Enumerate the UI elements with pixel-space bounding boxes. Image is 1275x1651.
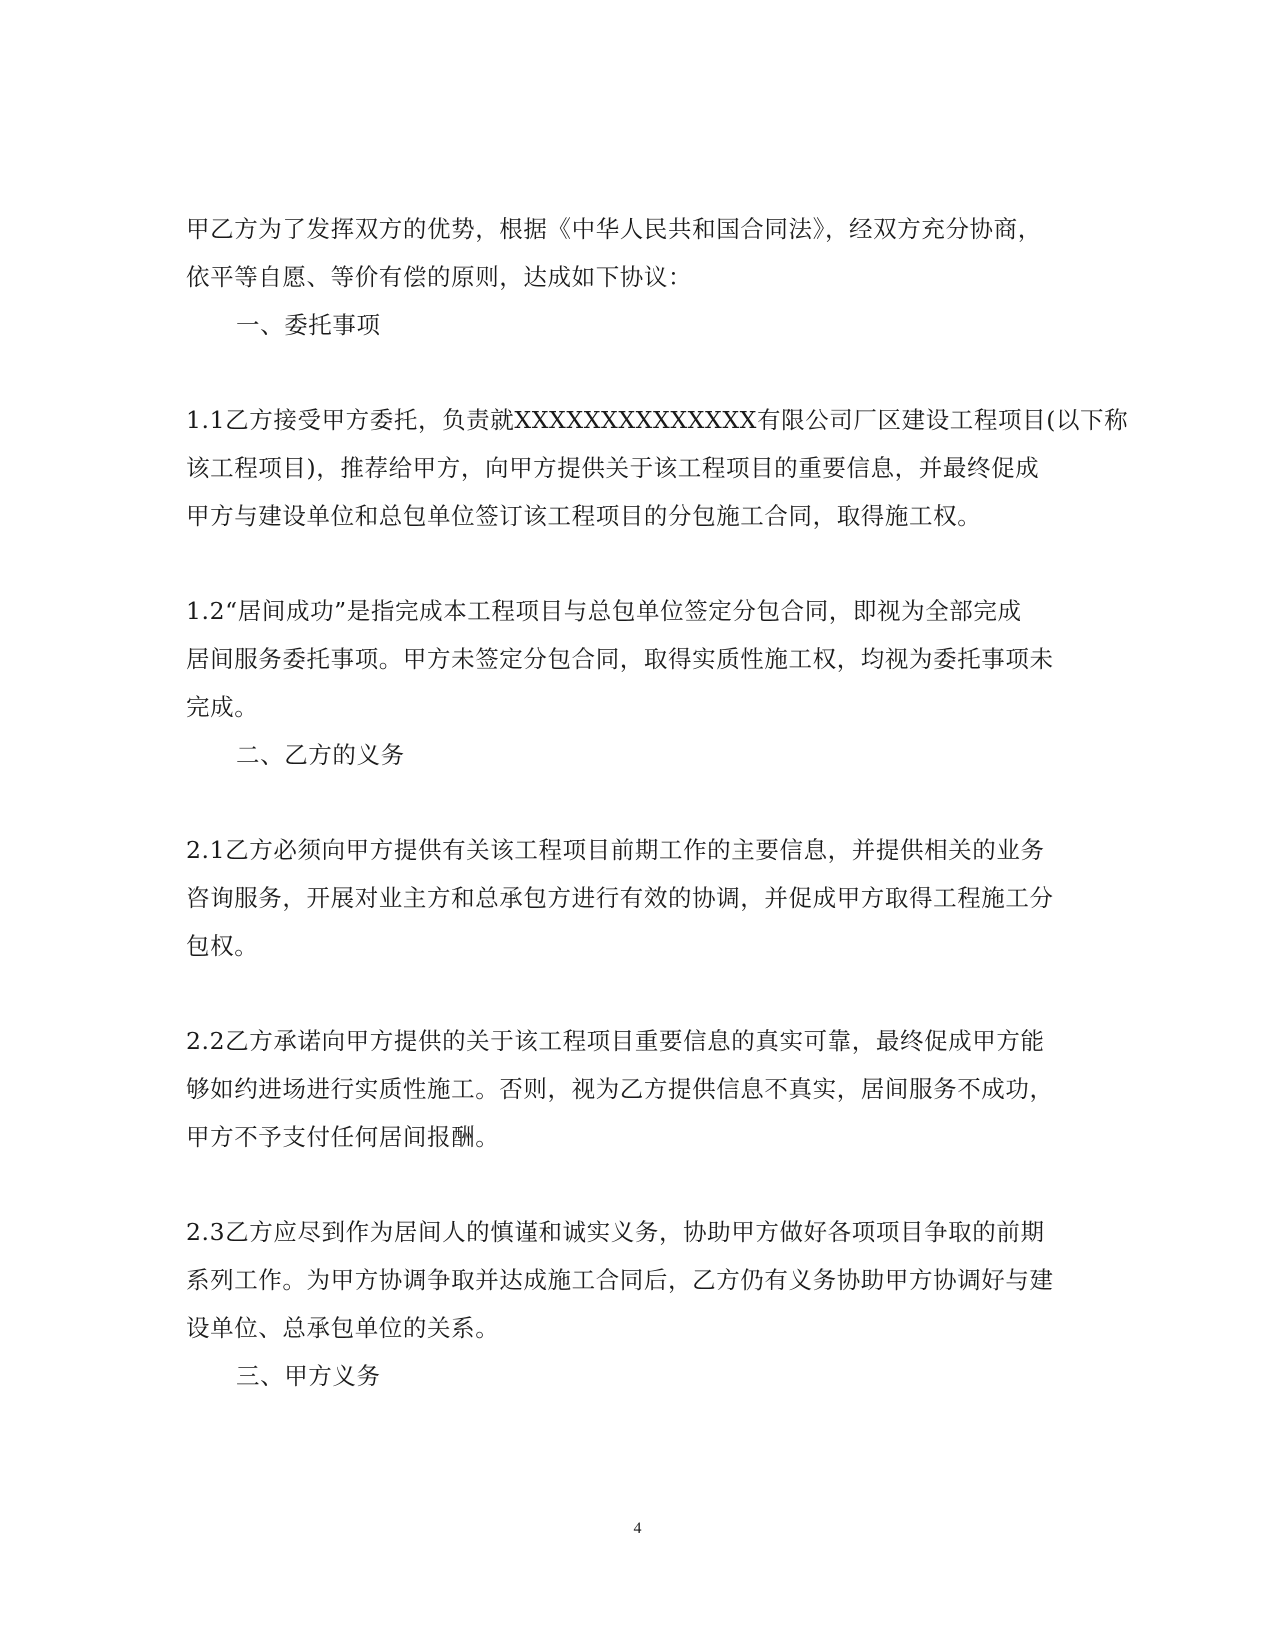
intro-paragraph [186, 205, 1096, 301]
section-heading-party-a-obligations: 三、甲方义务 [236, 1362, 381, 1390]
clause-line: 甲方与建设单位和总包单位签订该工程项目的分包施工合同，取得施工权。 [186, 502, 982, 530]
clause-1-1 [186, 396, 1129, 540]
intro-line: 甲乙方为了发挥双方的优势，根据《中华人民共和国合同法》，经双方充分协商， [186, 215, 1042, 243]
section-heading-entrusted-matters: 一、委托事项 [236, 311, 381, 339]
clause-line: 该工程项目)，推荐给甲方，向甲方提供关于该工程项目的重要信息，并最终促成 [186, 454, 1040, 482]
document-body [186, 205, 1129, 1400]
clause-line: 1.1乙方接受甲方委托，负责就XXXXXXXXXXXXXX有限公司厂区建设工程项目(以下称 [186, 406, 1129, 434]
page-number: 4 [633, 1520, 642, 1537]
clause-line: 够如约进场进行实质性施工。否则，视为乙方提供信息不真实，居间服务不成功， [186, 1075, 1054, 1103]
clause-2-1 [186, 826, 1096, 970]
clause-line: 2.3乙方应尽到作为居间人的慎谨和诚实义务，协助甲方做好各项项目争取的前期 [186, 1218, 1045, 1246]
clause-2-3 [186, 1208, 1096, 1352]
clause-line: 1.2“居间成功”是指完成本工程项目与总包单位签定分包合同，即视为全部完成 [186, 597, 1022, 625]
clause-line: 系列工作。为甲方协调争取并达成施工合同后，乙方仍有义务协助甲方协调好与建 [186, 1266, 1054, 1294]
section-heading-party-b-obligations: 二、乙方的义务 [236, 741, 405, 769]
clause-line: 咨询服务，开展对业主方和总承包方进行有效的协调，并促成甲方取得工程施工分 [186, 884, 1054, 912]
clause-2-2 [186, 1017, 1096, 1161]
clause-line: 居间服务委托事项。甲方未签定分包合同，取得实质性施工权，均视为委托事项未 [186, 645, 1054, 673]
clause-line: 2.1乙方必须向甲方提供有关该工程项目前期工作的主要信息，并提供相关的业务 [186, 836, 1045, 864]
clause-line: 甲方不予支付任何居间报酬。 [186, 1123, 500, 1151]
clause-1-2 [186, 587, 1096, 731]
clause-line: 设单位、总承包单位的关系。 [186, 1314, 500, 1342]
clause-line: 2.2乙方承诺向甲方提供的关于该工程项目重要信息的真实可靠，最终促成甲方能 [186, 1027, 1045, 1055]
clause-line: 完成。 [186, 693, 259, 721]
intro-line: 依平等自愿、等价有偿的原则，达成如下协议： [186, 263, 693, 291]
clause-line: 包权。 [186, 932, 259, 960]
